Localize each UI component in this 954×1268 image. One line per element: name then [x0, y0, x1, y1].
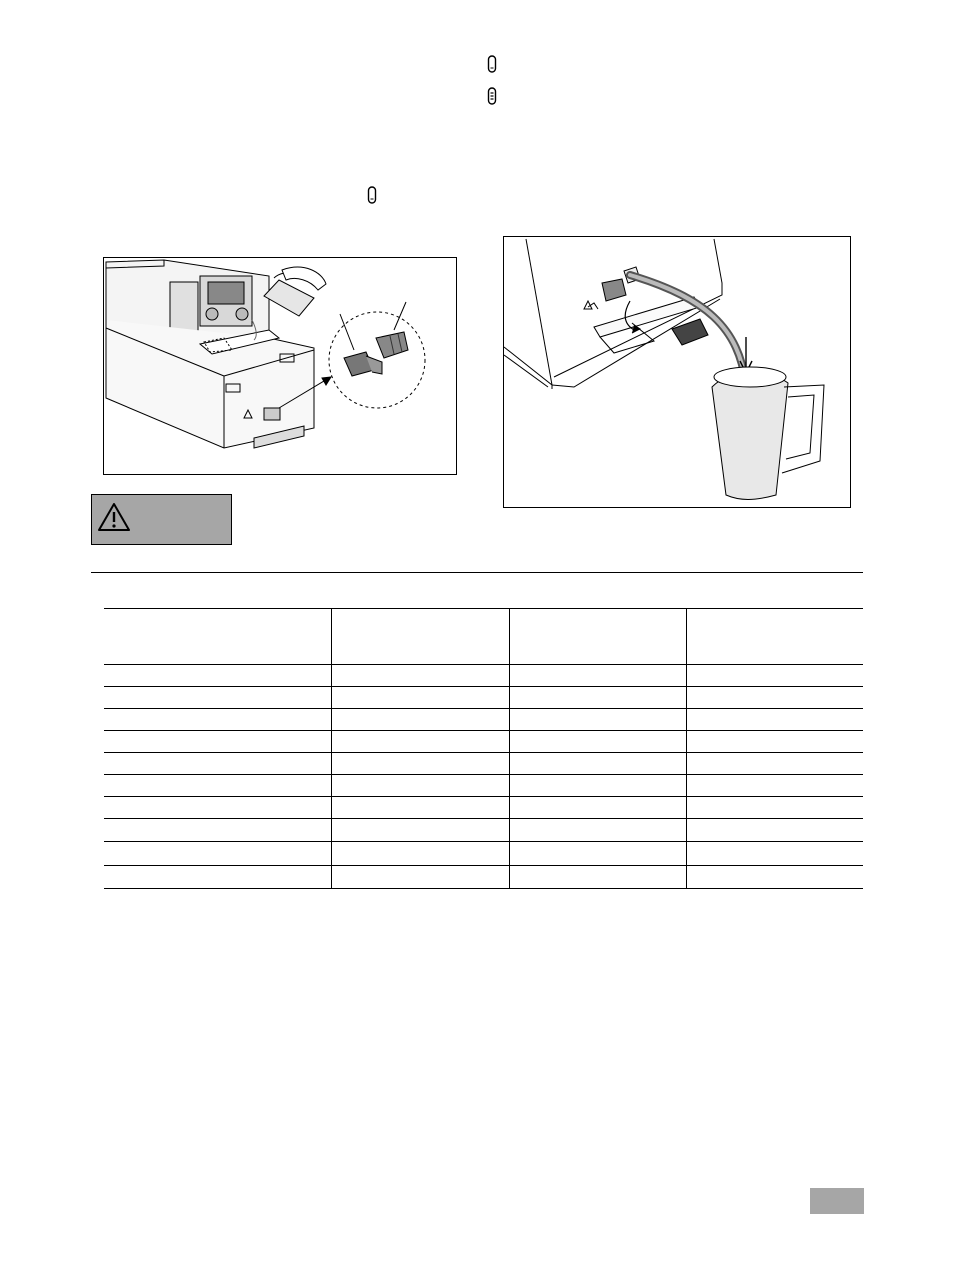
table-cell — [686, 866, 863, 889]
table-cell — [509, 775, 686, 797]
table-cell — [686, 819, 863, 842]
figure-fill-bath — [103, 257, 457, 475]
table-cell — [686, 775, 863, 797]
level-full-icon — [487, 87, 497, 105]
table-cell — [331, 665, 509, 687]
table-cell — [331, 797, 509, 819]
table-row — [104, 753, 863, 775]
drain-bath-illustration — [504, 237, 850, 507]
table-cell — [104, 687, 331, 709]
table-cell — [104, 731, 331, 753]
table-cell — [104, 753, 331, 775]
table-row — [104, 866, 863, 889]
table-cell — [104, 709, 331, 731]
table-cell — [509, 709, 686, 731]
table-cell — [331, 775, 509, 797]
table-header-cell — [509, 609, 686, 665]
table-cell — [686, 731, 863, 753]
table-row — [104, 731, 863, 753]
table-cell — [331, 731, 509, 753]
table-header-row — [104, 609, 863, 665]
table-cell — [509, 797, 686, 819]
table-cell — [509, 819, 686, 842]
table-cell — [331, 753, 509, 775]
table-cell — [104, 665, 331, 687]
table-cell — [104, 842, 331, 866]
table-cell — [509, 866, 686, 889]
fill-bath-illustration — [104, 258, 456, 474]
table-cell — [686, 842, 863, 866]
table-cell — [686, 665, 863, 687]
page-number-tab — [810, 1188, 864, 1214]
table-row — [104, 819, 863, 842]
table-cell — [686, 709, 863, 731]
table-header-cell — [104, 609, 331, 665]
table-cell — [509, 687, 686, 709]
table-row — [104, 687, 863, 709]
figure-drain-bath — [503, 236, 851, 508]
table-header-cell — [686, 609, 863, 665]
table-cell — [686, 797, 863, 819]
table-row — [104, 842, 863, 866]
level-low-icon-2 — [367, 186, 377, 204]
table-cell — [331, 866, 509, 889]
table-row — [104, 797, 863, 819]
table-row — [104, 665, 863, 687]
table-cell — [104, 866, 331, 889]
table-cell — [104, 819, 331, 842]
table-cell — [331, 842, 509, 866]
table-cell — [686, 687, 863, 709]
table-cell — [331, 709, 509, 731]
table-cell — [686, 753, 863, 775]
level-low-icon — [487, 55, 497, 73]
warning-panel — [91, 494, 232, 545]
table-cell — [104, 797, 331, 819]
table-cell — [104, 775, 331, 797]
table-cell — [509, 731, 686, 753]
data-table — [104, 608, 863, 889]
table-row — [104, 709, 863, 731]
section-divider — [91, 572, 863, 573]
table-cell — [509, 842, 686, 866]
table-cell — [331, 819, 509, 842]
table-cell — [331, 687, 509, 709]
table-header-cell — [331, 609, 509, 665]
table-cell — [509, 665, 686, 687]
table-cell — [509, 753, 686, 775]
table-row — [104, 775, 863, 797]
warning-triangle-icon — [97, 502, 131, 532]
